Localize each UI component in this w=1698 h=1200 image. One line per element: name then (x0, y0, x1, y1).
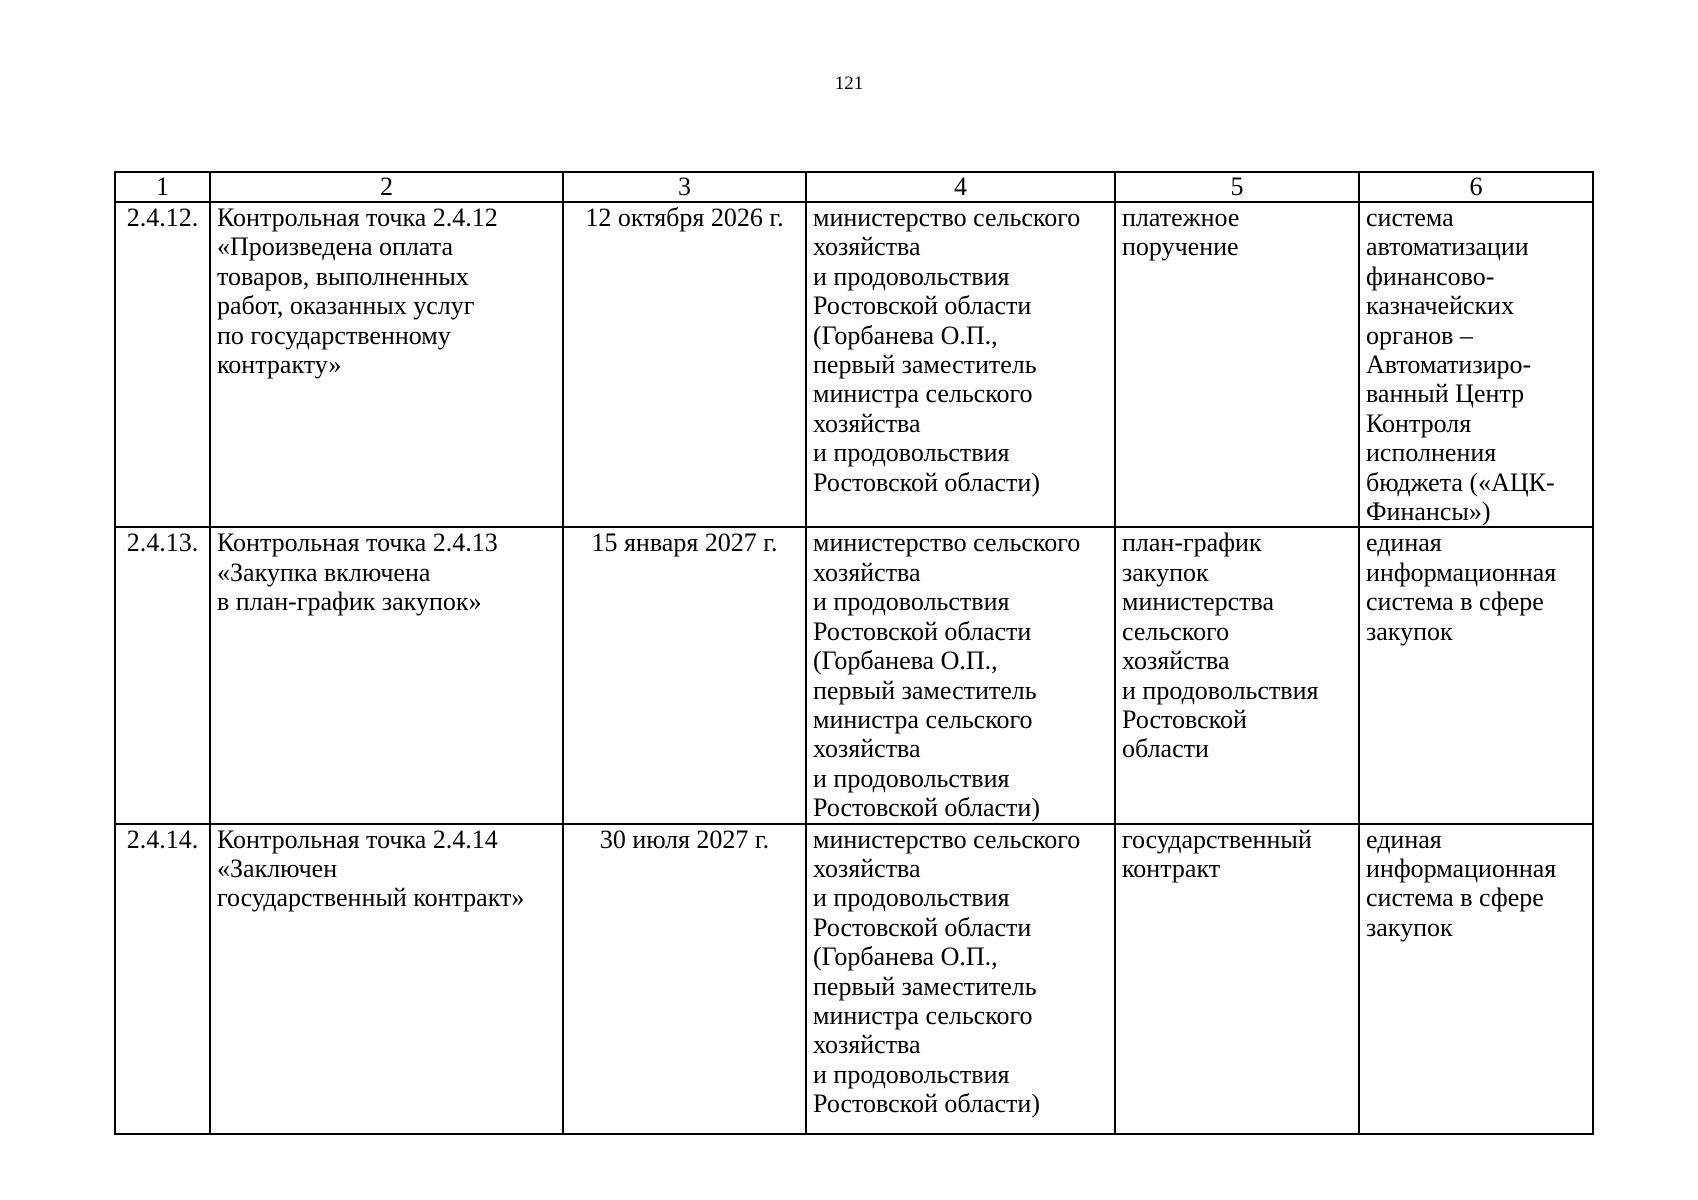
system-cell: единая информационная система в сфере закупок (1359, 527, 1593, 823)
date-cell: 12 октября 2026 г. (563, 202, 806, 527)
document-cell: план-график закупок министерства сельского хозяйства и продовольствия Ростовской области (1115, 527, 1359, 823)
column-header-3: 3 (563, 172, 806, 202)
table-row (115, 527, 1593, 823)
document-cell: государственный контракт (1115, 824, 1359, 1134)
column-header-5: 5 (1115, 172, 1359, 202)
event-cell: Контрольная точка 2.4.13 «Закупка включена в план-график закупок» (210, 527, 563, 823)
responsible-cell: министерство сельского хозяйства и продовольствия Ростовской области (Горбанева О.П., первый заместитель министра сельского хозяйства и продовольствия Ростовской области) (806, 202, 1115, 527)
row-number-cell: 2.4.12. (115, 202, 210, 527)
column-header-1: 1 (115, 172, 210, 202)
event-cell: Контрольная точка 2.4.12 «Произведена оплата товаров, выполненных работ, оказанных услуг по государственному контракту» (210, 202, 563, 527)
system-cell: единая информационная система в сфере закупок (1359, 824, 1593, 1134)
system-cell: система автоматизации финансово- казначейских органов – Автоматизиро- ванный Центр Контроля исполнения бюджета («АЦК- Финансы») (1359, 202, 1593, 527)
row-number-cell: 2.4.13. (115, 527, 210, 823)
column-header-6: 6 (1359, 172, 1593, 202)
responsible-cell: министерство сельского хозяйства и продовольствия Ростовской области (Горбанева О.П., первый заместитель министра сельского хозяйства и продовольствия Ростовской области) (806, 527, 1115, 823)
control-points-table (114, 171, 1594, 1135)
date-cell: 30 июля 2027 г. (563, 824, 806, 1134)
page-number: 121 (834, 73, 864, 94)
responsible-cell: министерство сельского хозяйства и продовольствия Ростовской области (Горбанева О.П., первый заместитель министра сельского хозяйства и продовольствия Ростовской области) (806, 824, 1115, 1134)
event-cell: Контрольная точка 2.4.14 «Заключен государственный контракт» (210, 824, 563, 1134)
column-header-4: 4 (806, 172, 1115, 202)
document-cell: платежное поручение (1115, 202, 1359, 527)
column-header-2: 2 (210, 172, 563, 202)
table-row (115, 824, 1593, 1134)
row-number-cell: 2.4.14. (115, 824, 210, 1134)
table-header (115, 172, 1593, 202)
table-row (115, 202, 1593, 527)
date-cell: 15 января 2027 г. (563, 527, 806, 823)
header-row (115, 172, 1593, 202)
